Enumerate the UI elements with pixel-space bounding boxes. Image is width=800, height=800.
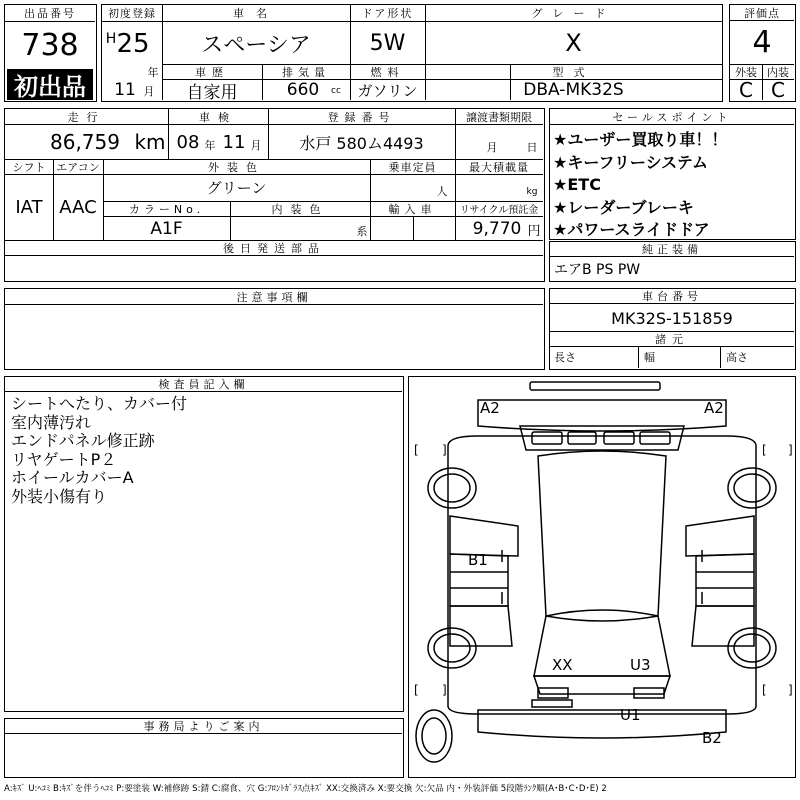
sales-points-box [549,108,796,240]
mark-left-side: B1 [468,551,488,569]
svg-text:[: [ [414,443,419,457]
dims-label: 諸元 [655,332,689,346]
chassis-label: 車台番号 [550,289,794,304]
first-reg-label: 初度登録 [108,7,156,20]
inspector-line: リヤゲートP２ [11,449,117,469]
mark-rear-bumper: U1 [620,706,641,724]
inspector-line: 室内薄汚れ [11,412,92,432]
mileage-label: 走行 [67,110,106,124]
model: DBA-MK32S [523,80,624,100]
mark-front-right: A2 [704,399,724,417]
exterior-label: 外装 [735,65,757,79]
plate-label: 登録番号 [327,110,396,124]
sales-point: ★ETC [553,175,601,194]
first-listing-badge: 初出品 [7,69,93,100]
plate-number: 水戸 580ム4493 [299,133,424,153]
shift-label: シフト [12,160,46,174]
lot-number: 738 [21,27,79,63]
sales-points-label: セールスポイント [550,109,794,125]
notes-label: 注意事項欄 [5,289,543,305]
capacity-unit: 人 [436,185,448,198]
capacity-label: 乗車定員 [388,160,437,174]
svg-text:[: [ [762,443,767,457]
svg-text:[: [ [762,683,767,697]
door-label: ドア形状 [361,7,414,20]
interior-color-unit: 系 [356,225,368,238]
month: 11 [114,80,136,100]
notes-box [4,288,545,370]
car-name-label: 車名 [233,7,279,20]
color-label: 外装色 [208,160,265,174]
details-box [4,108,545,282]
mark-rear-left: XX [552,656,573,674]
ac: AAC [59,196,97,218]
load-unit: kg [526,187,538,197]
displacement: 660 [286,80,320,100]
svg-text:]: ] [788,443,793,457]
interior-color-label: 内装色 [271,202,329,216]
year: 25 [116,29,150,59]
transfer-day-unit: 日 [526,141,538,154]
height-label: 高さ [726,351,748,364]
chassis-box [549,288,796,370]
inspector-box [4,376,404,712]
svg-text:[: [ [414,683,419,697]
mark-rear-right: U3 [630,656,651,674]
fuel: ガソリン [357,81,418,100]
interior-label: 内装 [767,65,789,79]
transfer-month-unit: 月 [486,141,498,154]
history-label: 車歴 [195,65,229,79]
month-unit: 月 [143,85,155,98]
inspection-label: 車検 [199,110,237,124]
insp-month-unit: 月 [250,139,262,152]
width-label: 幅 [644,351,655,364]
recycle-fee: 9,770 [472,218,522,239]
displacement-unit: cc [331,86,341,96]
svg-text:]: ] [442,443,447,457]
sales-point: ★パワースライドドア [553,220,710,239]
year-unit: 年 [147,66,159,79]
sales-point: ★キーフリーシステム [553,152,708,172]
exterior-color: グリーン [206,179,267,197]
car-diagram [408,376,796,778]
inspector-line: 外装小傷有り [11,486,108,506]
transfer-label: 譲渡書類期限 [466,110,532,124]
vehicle-info-box [101,4,723,102]
legend-footer: A:ｷｽﾞ U:ﾍｺﾐ B:ｷｽﾞを伴うﾍｺﾐ P:要塗装 W:補修跡 S:錆 C:腐食、穴 G:ﾌﾛﾝﾄｶﾞﾗｽ点ｷｽﾞ XX:交換済み X:要交換 欠:欠品 内・外装評価 5段階ﾗﾝｸ順(A･B･C･D･E) 2 [4,784,607,794]
recycle-label: リサイクル預託金 [459,205,539,216]
door: 5W [369,30,406,56]
inspector-line: シートへたり、カバー付 [11,394,188,413]
insp-month: 11 [222,131,246,153]
equipment-value: エアB PS PW [554,262,641,278]
history: 自家用 [186,82,238,103]
model-label: 型式 [552,65,595,79]
length-label: 長さ [554,351,576,364]
interior-grade: C [771,78,785,102]
equipment-box [549,241,796,282]
inspector-label: 検査員記入欄 [5,377,402,392]
mileage: 86,759 [50,130,120,154]
mark-front-left: A2 [480,399,500,417]
recycle-unit: 円 [527,223,541,239]
sales-point: ★レーダーブレーキ [553,197,694,217]
chassis-number: MK32S-151859 [611,308,733,328]
score-box [729,4,796,102]
later-parts-label: 後日発送部品 [223,241,325,255]
color-no-label: カラーNo. [128,202,205,216]
mileage-unit: km [134,130,166,154]
displacement-label: 排気量 [282,65,330,79]
import-label: 輸入車 [388,202,437,216]
fuel-label: 燃料 [370,65,405,79]
mark-rear-corner: B2 [702,729,722,747]
inspector-notes [11,395,187,506]
svg-text:]: ] [442,683,447,697]
load-label: 最大積載量 [469,160,529,174]
car-name: スペーシア [201,32,311,58]
svg-text:]: ] [788,683,793,697]
office-box [4,718,404,778]
score-label: 評価点 [730,5,794,21]
insp-year-unit: 年 [204,139,216,152]
sales-points-list [553,129,727,242]
office-label: 事務局よりご案内 [5,719,402,734]
exterior-grade: C [739,78,753,102]
insp-year: 08 [176,131,200,153]
grade: X [565,29,582,57]
inspector-line: エンドパネル修正跡 [11,431,155,450]
sales-point: ★ユーザー買取り車！！ [553,130,728,149]
color-no: A1F [150,218,183,239]
ac-label: エアコン [56,160,100,174]
grade-label: グレード [531,7,616,20]
equipment-label: 純正装備 [550,242,794,257]
inspector-line: ホイールカバーA [11,468,134,487]
shift: IAT [15,196,43,218]
lot-number-label: 出品番号 [5,5,95,22]
lot-number-box [4,4,97,102]
score: 4 [752,25,772,60]
era: H [105,31,117,47]
